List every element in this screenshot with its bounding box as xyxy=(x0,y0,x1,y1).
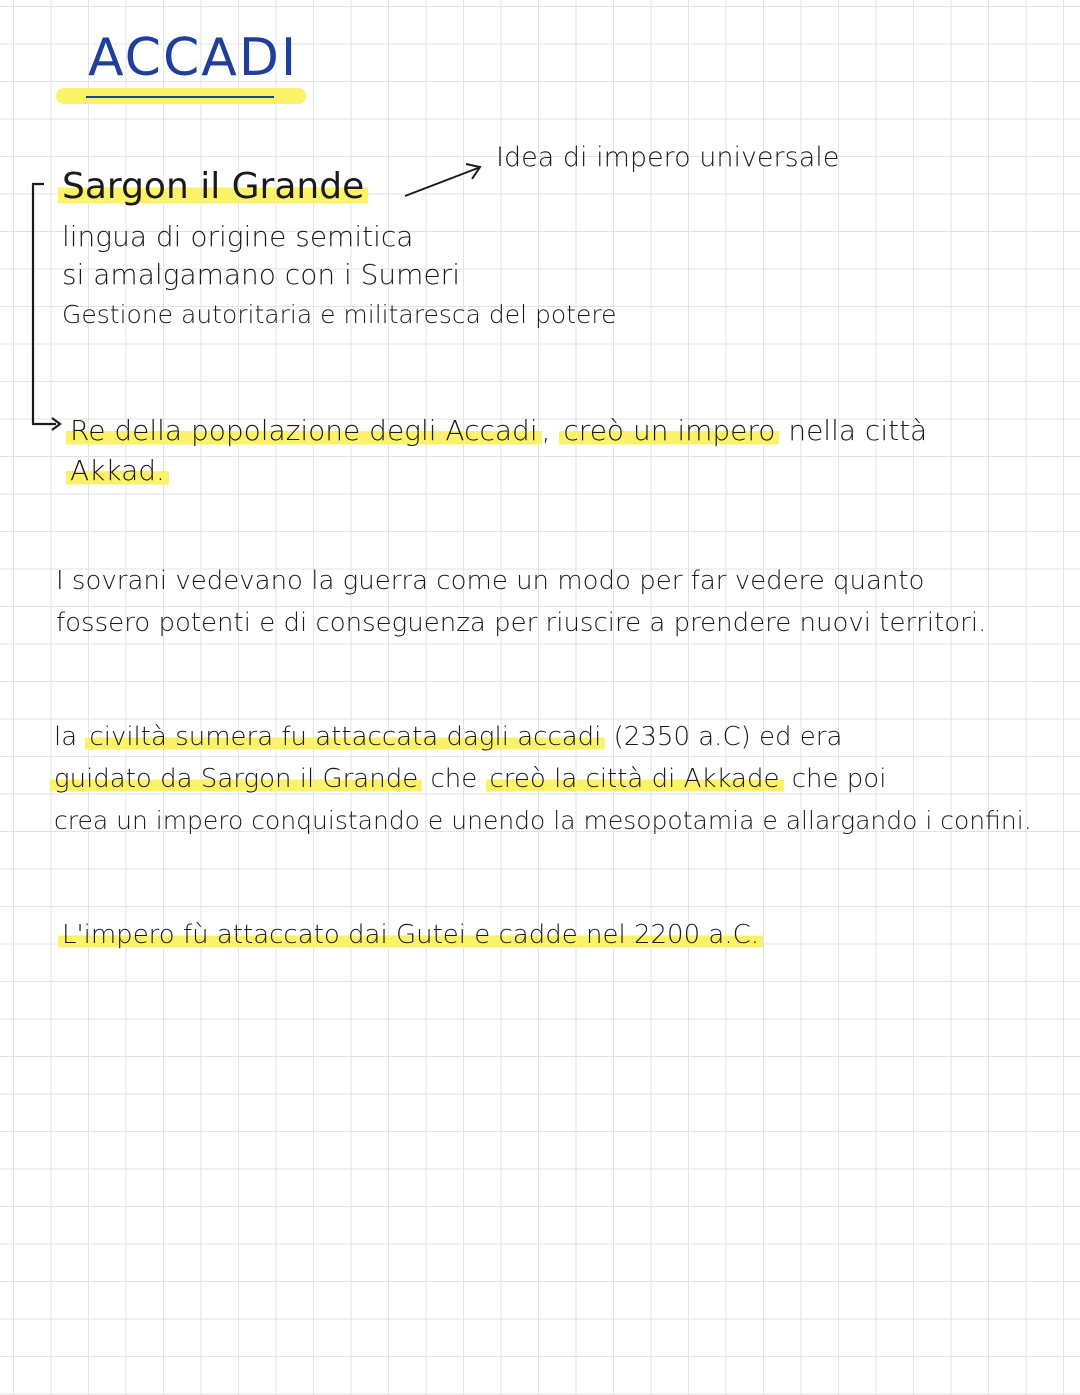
re-part-3: creò un impero xyxy=(559,414,779,447)
civilta-2a: guidato da Sargon il Grande xyxy=(50,764,422,794)
annotation-text: Idea di impero universale xyxy=(496,142,840,173)
sargon-line-1: lingua di origine semitica xyxy=(62,220,414,253)
civilta-1a: la xyxy=(54,722,86,752)
annotation-arrow xyxy=(405,168,478,196)
sargon-line-2: si amalgamano con i Sumeri xyxy=(62,258,460,291)
civilta-2c: creò la città di Akkade xyxy=(486,764,784,794)
re-part-2: , xyxy=(541,414,560,447)
re-line-1 xyxy=(66,414,927,447)
re-part-4: nella città xyxy=(779,414,928,447)
civilta-line-2 xyxy=(50,764,886,794)
sovrani-line-2: fossero potenti e di conseguenza per riuscire a prendere nuovi territori. xyxy=(56,608,987,638)
re-part-5: Akkad. xyxy=(66,454,169,487)
civilta-2b: che xyxy=(422,764,486,794)
impero-text: L'impero fù attaccato dai Gutei e cadde nel 2200 a.C. xyxy=(58,920,763,950)
civilta-line-3: crea un impero conquistando e unendo la mesopotamia e allargando i confini. xyxy=(54,806,1032,835)
sovrani-line-1: I sovrani vedevano la guerra come un modo per far vedere quanto xyxy=(56,566,925,596)
bracket-line xyxy=(33,184,56,424)
re-line-2 xyxy=(66,454,169,487)
civilta-2d: che poi xyxy=(783,764,887,794)
re-part-1: Re della popolazione degli Accadi xyxy=(66,414,542,447)
civilta-1c: (2350 a.C) ed era xyxy=(605,722,843,752)
sargon-name: Sargon il Grande xyxy=(58,166,368,207)
sargon-line-3: Gestione autoritaria e militaresca del potere xyxy=(62,300,617,329)
civilta-line-1 xyxy=(54,722,842,752)
impero-line xyxy=(58,920,763,950)
page-title: ACCADI xyxy=(88,28,299,88)
sargon-heading xyxy=(58,166,368,207)
civilta-1b: civiltà sumera fu attaccata dagli accadi xyxy=(85,722,605,752)
